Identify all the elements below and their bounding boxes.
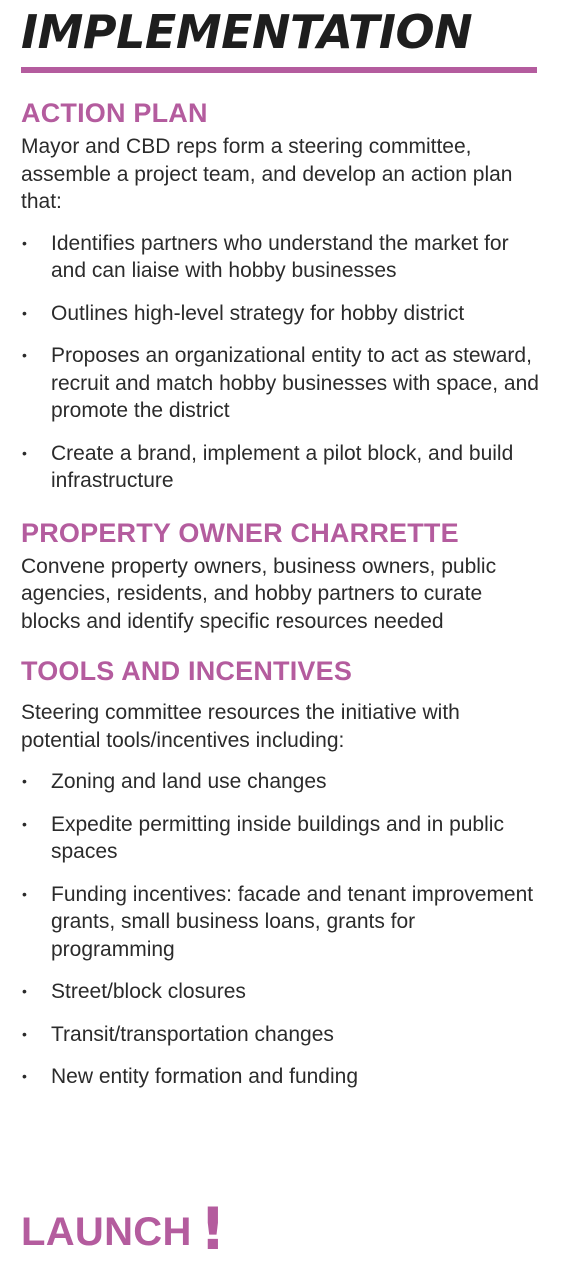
bullet-icon: • [22,1025,27,1042]
list-item-text: Funding incentives: facade and tenant improvement grants, small business loans, grants for programming [51,882,534,961]
list-item [21,1063,541,1091]
charrette-section [21,517,541,636]
list-item [21,230,541,285]
list-item-text: New entity formation and funding [51,1065,359,1088]
list-item [21,1021,541,1049]
tools-heading: TOOLS AND INCENTIVES [21,656,353,686]
bullet-icon: • [22,304,27,321]
action-plan-section [21,97,541,495]
bullet-icon: • [22,983,27,999]
page-title: IMPLEMENTATION [21,5,473,59]
list-item [21,342,541,425]
list-item [21,768,541,796]
tools-intro: Steering committee resources the initiative with potential tools/incentives including: [21,701,460,752]
list-item-text: Street/block closures [51,980,246,1003]
charrette-heading: PROPERTY OWNER CHARRETTE [21,517,459,548]
title-underline [21,67,537,73]
list-item [21,978,541,1006]
bullet-icon: • [22,773,27,789]
launch-heading [21,1195,227,1263]
action-plan-heading: ACTION PLAN [21,98,208,128]
tools-section [21,655,541,1091]
action-plan-intro: Mayor and CBD reps form a steering committee, assemble a project team, and develop an action plan that: [21,135,513,213]
page-content [21,0,541,1106]
bullet-icon: • [22,885,27,902]
launch-label: LAUNCH [21,1210,192,1254]
list-item-text: Outlines high-level strategy for hobby district [51,301,465,325]
list-item-text: Zoning and land use changes [51,770,327,793]
list-item-text: Create a brand, implement a pilot block, and build infrastructure [51,441,514,492]
list-item [21,811,541,866]
action-plan-list [21,230,541,495]
list-item-text: Transit/transportation changes [51,1022,334,1046]
list-item [21,440,541,495]
list-item [21,881,541,964]
exclamation-icon: ! [199,1195,227,1263]
charrette-body: Convene property owners, business owners, public agencies, residents, and hobby partners to curate blocks and identify specific resources needed [21,554,497,633]
list-item-text: Identifies partners who understand the market for and can liaise with hobby businesses [51,231,509,282]
list-item [21,300,541,328]
bullet-icon: • [22,815,27,832]
list-item-text: Proposes an organizational entity to act as steward, recruit and match hobby businesses with space, and promote the district [51,344,539,422]
bullet-icon: • [22,347,27,363]
bullet-icon: • [22,234,27,251]
bullet-icon: • [22,444,27,461]
bullet-icon: • [22,1068,27,1084]
tools-list [21,768,541,1091]
list-item-text: Expedite permitting inside buildings and in public spaces [51,812,504,863]
